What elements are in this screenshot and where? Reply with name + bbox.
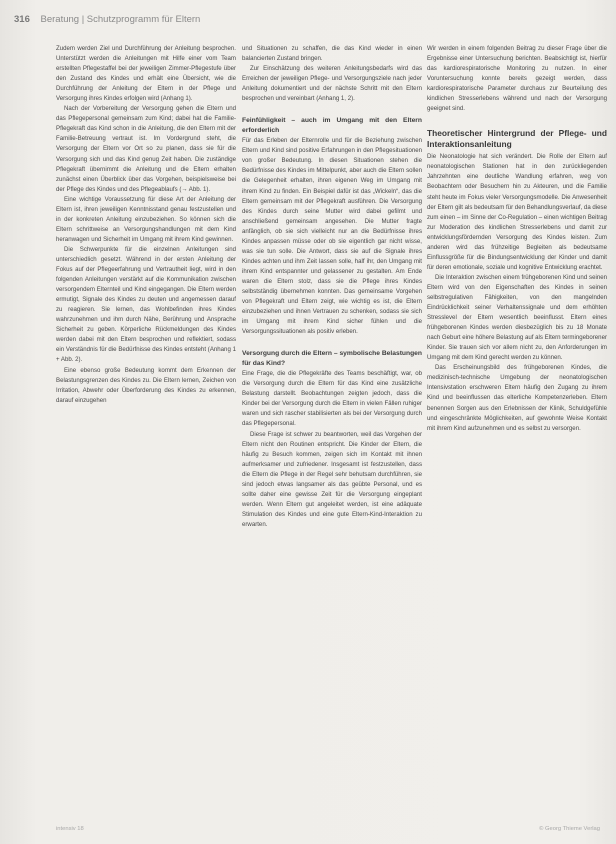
body-paragraph: Eine wichtige Voraussetzung für diese Art der Anleitung der Eltern ist, ihren jeweiligen Kenntnisstand genau festzustellen und in der konkreten Anleitung einzubeziehen. So können sich die Eltern schrittweise an Versorgungshandlungen mit dem Kind heranwagen und Sicherheit im Umgang mit ihrem Kind gewinnen. — [56, 195, 236, 243]
text-column-3 — [427, 44, 607, 804]
body-paragraph: Die Interaktion zwischen einem frühgeborenen Kind und seinen Eltern wird von den Eigenschaften des Kindes in seinen selbstregulativen Fähigkeiten, von den mangelnden Eindrücklichkeit seiner Verhaltenssignale und dem erhöhten Stresslevel der Eltern wesentlich beeinflusst. Eltern eines frühgeborenen Kindes werden diesbezüglich bis zu 18 Monate nach Geburt eine höhere Belastung auf als Eltern termingeborener Kinder. Sie trauen sich vor allem nicht zu, den Anforderungen im Umgang mit dem Kind gerecht werden zu können. — [427, 273, 607, 362]
body-paragraph: Wir werden in einem folgenden Beitrag zu dieser Frage über die Ergebnisse einer Untersuchung berichten. Beabsichtigt ist, hierfür das kardiorespiratorische Monitoring zu nutzen. In einer Voruntersuchung konnte bereits gezeigt werden, dass kardiorespiratorische Parameter durchaus zur Beurteilung des kindlichen Stresserlebens während und nach der Versorgung geeignet sind. — [427, 45, 607, 113]
body-paragraph: Eine Frage, die die Pflegekräfte des Teams beschäftigt, war, ob die Versorgung durch die Eltern für das Kind eine zusätzliche Belastung darstellt. Beobachtungen zeigten jedoch, dass die Kinder bei der Versorgung durch die Eltern in vielen Fällen ruhiger waren und sich rascher stabilisierten als bei der Versorgung durch das Pflegepersonal. — [242, 370, 422, 428]
subsection-heading: Feinfühligkeit – auch im Umgang mit den Eltern erforderlich — [242, 117, 422, 135]
footer-right: © Georg Thieme Verlag — [539, 826, 600, 832]
body-paragraph: Zudem werden Ziel und Durchführung der Anleitung besprochen. Unterstützt werden die Anleitungen mit Hilfe einer vom Team erstellten Pflegestaffel bei der jeweiligen Zimmer-Pflegestufe über den Zustand des Kindes und erhält eine Übersicht, wie die Durchführung der Anleitung der Eltern in der Pflege und Versorgung ihres Kindes erfolgen wird (Anhang 1). — [56, 45, 236, 103]
spacer — [242, 104, 422, 114]
section-heading: Theoretischer Hintergrund der Pflege- und Interaktionsanleitung — [427, 128, 607, 150]
text-column-2 — [242, 44, 422, 804]
page-number: 316 — [14, 14, 30, 25]
running-title: Beratung | Schutzprogramm für Eltern — [40, 14, 201, 25]
body-paragraph: Eine ebenso große Bedeutung kommt dem Erkennen der Belastungsgrenzen des Kindes zu. Die Eltern lernen, Zeichen von Irritation, Abwehr oder Überforderung des Kindes zu erkennen, darauf einzugehen — [56, 366, 236, 404]
text-column-1 — [56, 44, 236, 804]
page-header — [14, 14, 200, 30]
footer-left: intensiv 18 — [56, 826, 84, 832]
body-paragraph: Nach der Vorbereitung der Versorgung gehen die Eltern und das Pflegepersonal gemeinsam zum Kind; dabei hat die Familie-Pflegekraft das Kind schon in die Anleitung, die den Eltern mit der Familie-Betreuung vertraut ist. Im Vordergrund steht, die Versorgung der Eltern vor Ort so zu planen, dass sie für die Versorgung sich und das Kind genug Zeit haben. Die zuständige Pflegekraft übernimmt die Anleitung und die Eltern erhalten zunächst einen Überblick über das Vorgehen, beispielsweise bei der Pflege des Kindes und des Pflegeablaufs (→ Abb. 1). — [56, 105, 236, 193]
spacer — [242, 337, 422, 347]
spacer — [427, 114, 607, 124]
subsection-heading: Versorgung durch die Eltern – symbolische Belastungen für das Kind? — [242, 350, 422, 368]
body-paragraph: Die Neonatologie hat sich verändert. Die Rolle der Eltern auf neonatologischen Stationen hat in den zurückliegenden Jahrzehnten eine deutliche Wandlung erfahren, weg von Beobachtern oder Besuchern hin zu Akteuren, und die Familie steht heute im Fokus vieler Versorgungsmodelle. Die Anwesenheit der Eltern gilt als bedeutsam für den Behandlungsverlauf, da diese zum einen – im Sinne der Co-Regulation – einen wichtigen Beitrag zur Moderation des kindlichen Stresserlebens und damit zur entwicklungsfördernden Versorgung des Kindes leisten. Zum anderen wird das frühzeitige Begleiten als bedeutsame Einflussgröße für die Bindungsentwicklung der Kinder und damit für deren emotionale, soziale und kognitive Entwicklung erachtet. — [427, 153, 607, 271]
body-paragraph: Diese Frage ist schwer zu beantworten, weil das Vorgehen der Eltern nicht den Routinen entspricht. Die Kinder der Eltern, die häufig zu Besuch kommen, zeigen sich im Kontakt mit ihnen aufmerksamer und zufriedener. Insgesamt ist festzustellen, dass die Eltern die Pflege in der Regel sehr behutsam durchführen, sie sind jedoch etwas langsamer als das geübte Personal, und es sollte daher eine gewisse Zeit für die Versorgung eingeplant werden. Wenn Eltern gut angeleitet werden, ist eine adäquate Stimulation des Kindes und eine gute Eltern-Kind-Interaktion zu erwarten. — [242, 430, 422, 528]
body-paragraph: und Situationen zu schaffen, die das Kind wieder in einen balancierten Zustand bringen. — [242, 45, 422, 63]
body-paragraph: Zur Einschätzung des weiteren Anleitungsbedarfs wird das Erreichen der jeweiligen Pflege- und Versorgungsziele nach jeder Anleitung dokumentiert und der nächste Schritt mit den Eltern besprochen und vereinbart (Anhang 1, 2). — [242, 65, 422, 103]
body-paragraph: Für das Erleben der Elternrolle und für die Beziehung zwischen Eltern und Kind sind positive Erfahrungen in den Pflegesituationen von großer Bedeutung. In diesen Situationen stehen die Bedürfnisse des Kindes im Mittelpunkt, aber auch die Eltern sollen die Gelegenheit erhalten, ihren eigenen Weg im Umgang mit ihrem Kind zu finden. Ein Beispiel dafür ist das „Wickeln“, das die Eltern gemeinsam mit der Pflegekraft ausführen. Die Versorgung des Kindes durch seine Mutter wird dabei gefilmt und anschließend gemeinsam angesehen. Die Mutter fragte anfänglich, ob sie sich vielleicht nur an die Bedürfnisse ihres Kindes anpassen müsse oder ob sie eigentlich gar nicht wisse, was sie tun solle. Die Antwort, dass sie auf die Signale ihres Kindes achten und ihm Zeit lassen solle, half ihr, den Umgang mit ihrem Kind entspannter und gelassener zu gestalten. Am Ende waren die Eltern stolz, dass sie die Pflege ihres Kindes selbstständig übernehmen konnten. Das gemeinsame Vorgehen von Pflegekraft und Eltern zeigt, wie wichtig es ist, die Eltern einzubeziehen und ihnen Vertrauen zu schenken, sodass sie sich im Umgang mit ihrem Kind sicher fühlen und die Versorgungssituationen als positiv erleben. — [242, 137, 422, 336]
body-paragraph: Das Erscheinungsbild des frühgeborenen Kindes, die medizinisch-technische Umgebung der neonatologischen Intensivstation erschweren Eltern häufig den Zugang zu ihrem Kind und beeinflussen das elterliche Kompetenzerleben. Eltern benennen Sorgen aus den Erlebnissen der Klinik, Schuldgefühle und eingeschränkte Möglichkeiten, auf gewohnte Weise Kontakt mit ihrem Kind aufzunehmen und es selbst zu versorgen. — [427, 364, 607, 432]
body-paragraph: Die Schwerpunkte für die einzelnen Anleitungen sind unterschiedlich gesetzt. Während in der ersten Anleitung der Fokus auf der Pflegeerfahrung und Vertrautheit liegt, wird in den folgenden Anleitungen verstärkt auf die Kommunikation zwischen versorgendem Elternteil und Kind eingegangen. Die Eltern werden ermutigt, Signale des Kindes zu deuten und angemessen darauf zu reagieren. Sie lernen, das Wohlbefinden ihres Kindes wahrzunehmen und ihm durch Nähe, Berührung und Ansprache Sicherheit zu geben. Körperliche Rückmeldungen des Kindes werden dabei mit den Eltern besprochen und reflektiert, sodass ein Verständnis für die Bedürfnisse des Kindes entsteht (Anhang 1 + Abb. 2). — [56, 245, 236, 364]
